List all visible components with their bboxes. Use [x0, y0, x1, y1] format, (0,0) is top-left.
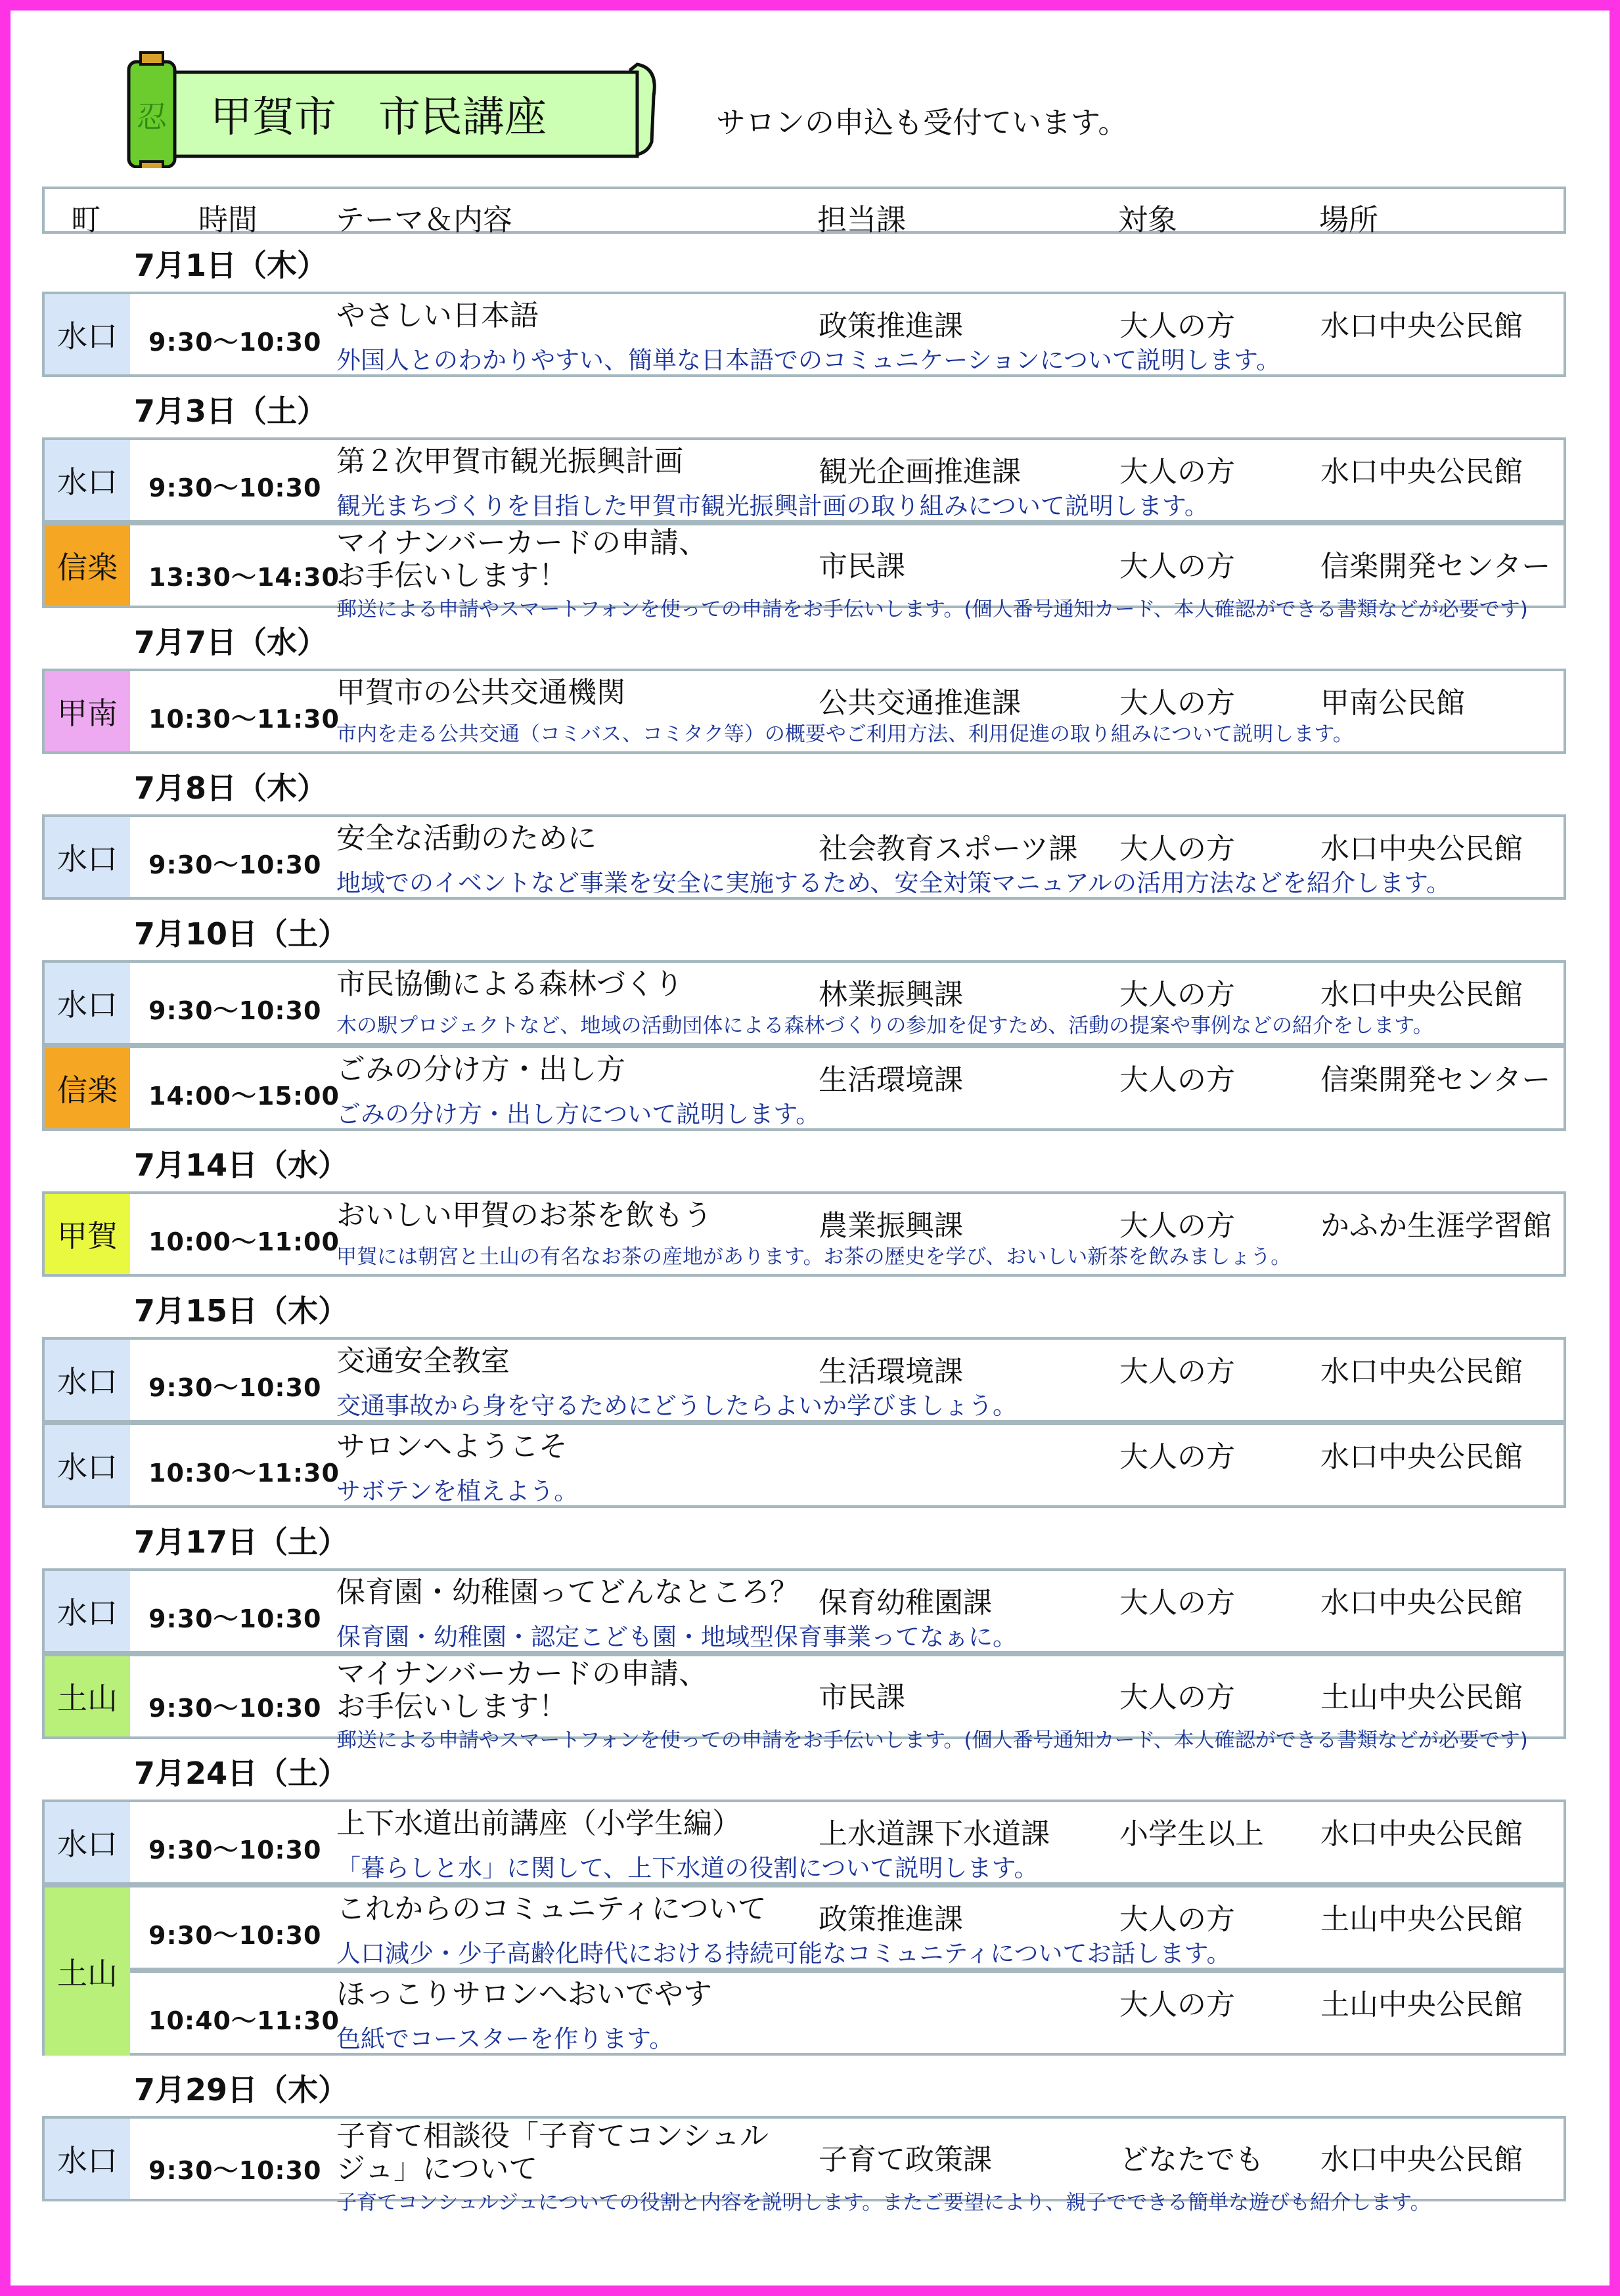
place-cell: かふか生涯学習館 [1320, 1209, 1552, 1243]
time-cell: 10:40～11:30 [148, 2006, 340, 2035]
place-cell: 水口中央公民館 [1320, 978, 1523, 1011]
date-heading: 7月29日（木） [134, 2072, 349, 2108]
target-cell: 大人の方 [1119, 1586, 1235, 1620]
theme-line: 保育園・幼稚園ってどんなところ？ [336, 1576, 799, 1609]
time-cell: 9:30～10:30 [148, 1373, 322, 1402]
theme-cell [336, 822, 596, 855]
table-row [42, 1568, 1566, 1654]
theme-line: サロンへようこそ [336, 1430, 568, 1463]
date-heading: 7月1日（木） [134, 248, 328, 283]
col-time: 時間 [198, 202, 258, 237]
col-theme: テーマ＆内容 [335, 202, 513, 237]
table-row [42, 2116, 1566, 2215]
theme-cell [336, 527, 708, 592]
description: 観光まちづくりを目指した甲賀市観光振興計画の取り組みについて説明します。 [336, 492, 1209, 520]
time-cell: 9:30～10:30 [148, 1836, 322, 1865]
description: 「暮らしと水」に関して、上下水道の役割について説明します。 [336, 1854, 1039, 1882]
town-cell: 水口 [45, 817, 130, 897]
town-cell: 水口 [45, 294, 130, 374]
theme-cell [336, 1199, 712, 1232]
town-cell: 信楽 [45, 1048, 130, 1128]
time-cell: 14:00～15:00 [148, 1082, 340, 1111]
place-cell: 土山中央公民館 [1320, 1988, 1523, 2021]
time-cell: 10:30～11:30 [148, 705, 340, 734]
theme-line: お手伝いします！ [336, 1690, 568, 1723]
time-cell: 9:30～10:30 [148, 996, 322, 1025]
target-cell: 大人の方 [1119, 455, 1235, 489]
time-cell: 9:30～10:30 [148, 1694, 322, 1723]
town-cell: 水口 [45, 963, 130, 1043]
town-cell: 水口 [45, 2119, 130, 2199]
table-row [42, 669, 1566, 754]
town-cell: 土山 [45, 1656, 130, 1736]
description: 郵送による申請やスマートフォンを使っての申請をお手伝いします。(個人番号通知カード、本人確認ができる書類などが必要です) [336, 598, 1528, 621]
target-cell: 大人の方 [1119, 1681, 1235, 1714]
place-cell: 水口中央公民館 [1320, 455, 1523, 489]
place-cell: 甲南公民館 [1320, 686, 1465, 720]
date-heading: 7月14日（水） [134, 1147, 349, 1183]
place-cell: 水口中央公民館 [1320, 2143, 1523, 2176]
table-row [42, 1191, 1566, 1277]
target-cell: 大人の方 [1119, 550, 1235, 583]
description: 木の駅プロジェクトなど、地域の活動団体による森林づくりの参加を促すため、活動の提案や事例などの紹介をします。 [336, 1014, 1433, 1038]
dept-cell: 政策推進課 [819, 309, 963, 343]
theme-line: 甲賀市の公共交通機関 [336, 676, 625, 709]
date-heading: 7月7日（水） [134, 625, 328, 660]
theme-line: おいしい甲賀のお茶を飲もう [336, 1199, 712, 1232]
theme-line: ごみの分け方・出し方 [336, 1053, 625, 1086]
table-row [42, 1337, 1566, 1423]
description: 郵送による申請やスマートフォンを使っての申請をお手伝いします。(個人番号通知カード、本人確認ができる書類などが必要です) [336, 1729, 1528, 1752]
dept-cell: 社会教育スポーツ課 [819, 832, 1078, 866]
place-cell: 信楽開発センター [1320, 1063, 1551, 1097]
table-header [42, 187, 1566, 237]
time-cell: 13:30～14:30 [148, 563, 340, 592]
time-cell: 9:30～10:30 [148, 474, 322, 502]
table-row [42, 1423, 1566, 1508]
dept-cell: 市民課 [819, 550, 905, 583]
theme-cell [336, 1053, 625, 1086]
description: ごみの分け方・出し方について説明します。 [336, 1100, 821, 1128]
theme-line: マイナンバーカードの申請、 [336, 1657, 708, 1690]
target-cell: 大人の方 [1119, 1988, 1235, 2021]
description: 外国人とのわかりやすい、簡単な日本語でのコミュニケーションについて説明します。 [336, 346, 1281, 374]
theme-cell [336, 299, 539, 332]
theme-cell [336, 445, 683, 478]
dept-cell: 上水道課下水道課 [819, 1817, 1050, 1851]
theme-line: マイナンバーカードの申請、 [336, 526, 708, 560]
date-heading: 7月10日（土） [134, 916, 349, 952]
theme-cell [336, 1658, 708, 1723]
target-cell: 大人の方 [1119, 1903, 1235, 1936]
theme-cell [336, 968, 683, 1001]
theme-line: 安全な活動のために [336, 822, 596, 855]
theme-line: これからのコミュニティについて [336, 1892, 767, 1926]
table-row [42, 1885, 1566, 1991]
theme-line: 市民協働による森林づくり [336, 967, 683, 1001]
town-cell: 水口 [45, 1802, 130, 1882]
target-cell: どなたでも [1119, 2143, 1264, 2176]
theme-line: お手伝いします！ [336, 559, 568, 592]
col-town: 町 [71, 202, 101, 237]
dept-cell: 観光企画推進課 [819, 455, 1021, 489]
date-heading: 7月24日（土） [134, 1755, 349, 1791]
time-cell: 9:30～10:30 [148, 850, 322, 879]
target-cell: 大人の方 [1119, 1355, 1235, 1388]
target-cell: 大人の方 [1119, 1063, 1235, 1097]
dept-cell: 生活環境課 [819, 1355, 963, 1388]
town-cell: 水口 [45, 440, 130, 520]
time-cell: 10:00～11:00 [148, 1227, 340, 1256]
theme-line: 子育て相談役「子育てコンシュル [336, 2119, 769, 2153]
description: 子育てコンシュルジュについての役割と内容を説明します。またご要望により、親子でできる簡単な遊びも紹介します。 [336, 2191, 1431, 2215]
time-cell: 9:30～10:30 [148, 328, 322, 357]
target-cell: 大人の方 [1119, 309, 1235, 343]
time-cell: 10:30～11:30 [148, 1459, 340, 1488]
place-cell: 信楽開発センター [1320, 550, 1551, 583]
dept-cell: 子育て政策課 [819, 2143, 992, 2176]
dept-cell: 政策推進課 [819, 1903, 963, 1936]
application-note: サロンの申込も受付ています。 [716, 105, 1128, 140]
place-cell: 土山中央公民館 [1320, 1681, 1523, 1714]
dept-cell: 市民課 [819, 1681, 905, 1714]
table-row [42, 1046, 1566, 1131]
dept-cell: 林業振興課 [819, 978, 963, 1011]
theme-cell [336, 1893, 767, 1926]
theme-cell [336, 1576, 799, 1609]
table-row [42, 437, 1566, 523]
table-row [42, 1799, 1566, 1885]
description: サボテンを植えよう。 [336, 1477, 579, 1505]
town-cell: 甲南 [45, 671, 130, 751]
description: 地域でのイベントなど事業を安全に実施するため、安全対策マニュアルの活用方法などを紹介します。 [336, 869, 1451, 897]
theme-cell [336, 2120, 769, 2186]
place-cell: 水口中央公民館 [1320, 832, 1523, 866]
description: 交通事故から身を守るためにどうしたらよいか学びましょう。 [336, 1392, 1017, 1420]
theme-cell [336, 1807, 741, 1840]
table-row [42, 292, 1566, 377]
place-cell: 水口中央公民館 [1320, 1586, 1523, 1620]
description: 色紙でコースターを作ります。 [336, 2025, 674, 2053]
time-cell: 9:30～10:30 [148, 1921, 322, 1950]
place-cell: 土山中央公民館 [1320, 1903, 1523, 1936]
time-cell: 9:30～10:30 [148, 1604, 322, 1633]
date-heading: 7月15日（木） [134, 1293, 349, 1329]
target-cell: 大人の方 [1119, 1209, 1235, 1243]
table-row [42, 814, 1566, 900]
theme-line: 交通安全教室 [336, 1344, 510, 1378]
description: 甲賀には朝宮と土山の有名なお茶の産地があります。お茶の歴史を学び、おいしい新茶を飲みましょう。 [336, 1245, 1292, 1269]
table-row [42, 1654, 1566, 1752]
town-cell: 水口 [45, 1571, 130, 1651]
date-heading: 7月3日（土） [134, 393, 328, 429]
theme-line: ジュ」について [336, 2152, 538, 2186]
town-cell: 土山 [45, 1888, 130, 2056]
title-scroll-badge [118, 50, 664, 168]
time-cell: 9:30～10:30 [148, 2156, 322, 2185]
description: 保育園・幼稚園・認定こども園・地域型保育事業ってなぁに。 [336, 1623, 1017, 1651]
town-cell: 水口 [45, 1425, 130, 1505]
dept-cell: 保育幼稚園課 [819, 1586, 992, 1620]
target-cell: 大人の方 [1119, 832, 1235, 866]
table-row [42, 523, 1566, 621]
theme-line: 上下水道出前講座（小学生編） [336, 1807, 741, 1840]
dept-cell: 生活環境課 [819, 1063, 963, 1097]
place-cell: 水口中央公民館 [1320, 1817, 1523, 1851]
place-cell: 水口中央公民館 [1320, 1440, 1523, 1474]
scroll-emblem: 忍 [137, 99, 167, 135]
place-cell: 水口中央公民館 [1320, 1355, 1523, 1388]
theme-cell [336, 1345, 510, 1378]
theme-line: 第２次甲賀市観光振興計画 [336, 445, 683, 478]
town-cell: 信楽 [45, 525, 130, 606]
table-row [42, 1970, 1566, 2056]
dept-cell: 公共交通推進課 [819, 686, 1021, 720]
table-row [42, 960, 1566, 1046]
target-cell: 大人の方 [1119, 686, 1235, 720]
theme-line: ほっこりサロンへおいでやす [336, 1977, 712, 2011]
col-dept: 担当課 [817, 202, 907, 237]
target-cell: 小学生以上 [1119, 1817, 1264, 1851]
theme-line: やさしい日本語 [336, 299, 539, 332]
dept-cell: 農業振興課 [819, 1209, 963, 1243]
town-cell: 水口 [45, 1340, 130, 1420]
theme-cell [336, 1430, 568, 1463]
description: 人口減少・少子高齢化時代における持続可能なコミュニティについてお話します。 [336, 1939, 1231, 1968]
target-cell: 大人の方 [1119, 1440, 1235, 1474]
page-title: 甲賀市 市民講座 [210, 93, 547, 142]
col-place: 場所 [1319, 202, 1379, 237]
theme-cell [336, 1978, 712, 2011]
town-cell: 甲賀 [45, 1194, 130, 1274]
theme-cell [336, 676, 625, 709]
col-target: 対象 [1118, 202, 1178, 237]
place-cell: 水口中央公民館 [1320, 309, 1523, 343]
description: 市内を走る公共交通（コミバス、コミタク等）の概要やご利用方法、利用促進の取り組みについて説明します。 [336, 722, 1353, 746]
date-heading: 7月8日（木） [134, 770, 328, 806]
date-heading: 7月17日（土） [134, 1524, 349, 1560]
target-cell: 大人の方 [1119, 978, 1235, 1011]
